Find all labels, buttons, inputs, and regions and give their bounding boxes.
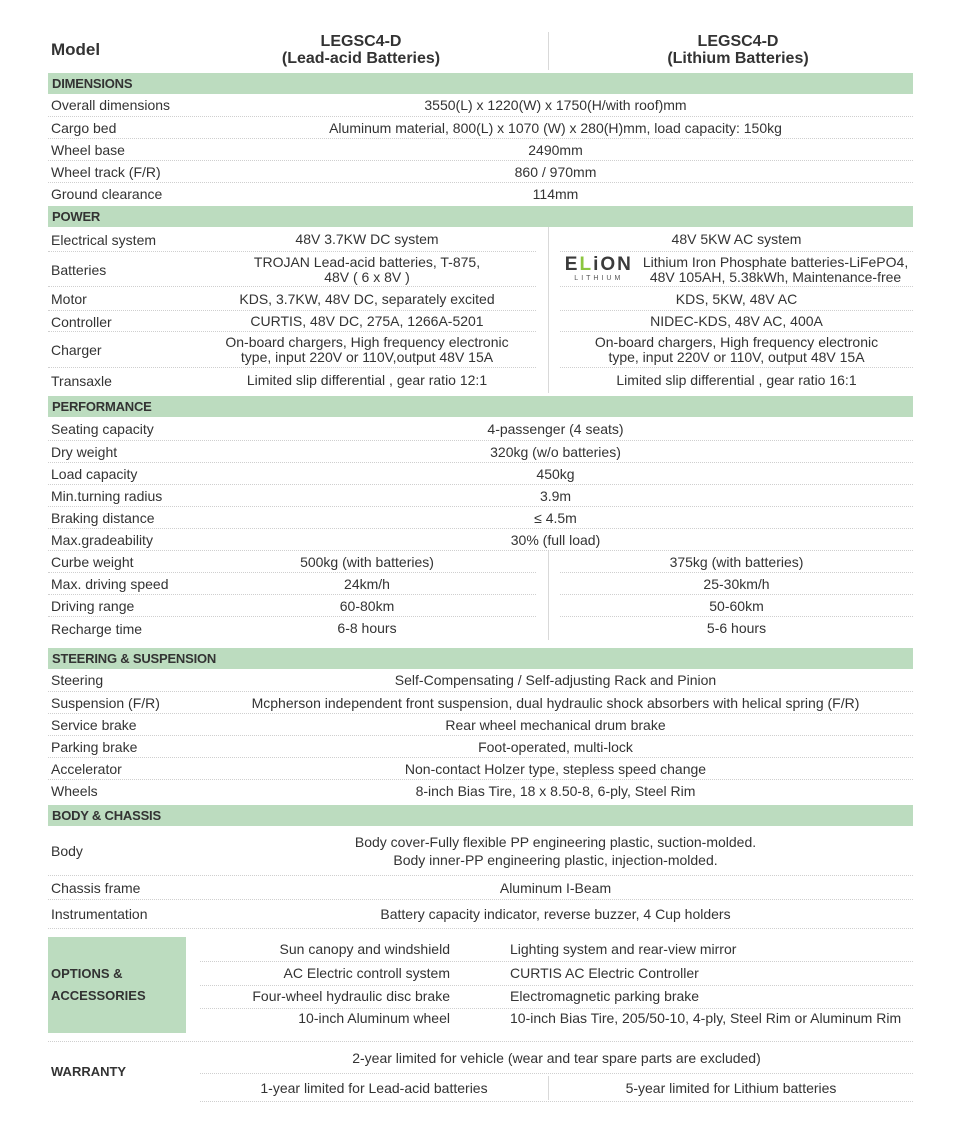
option-right: 10-inch Bias Tire, 205/50-10, 4-ply, Steel Rim or Aluminum Rim [510, 1010, 902, 1026]
options-accessories-label [48, 937, 186, 1033]
value-lithium [560, 332, 913, 368]
value-lead-acid: 24km/h [344, 575, 390, 592]
table-row [48, 161, 913, 183]
model-lithium-variant: (Lithium Batteries) [667, 50, 809, 67]
row-label: Body [51, 842, 83, 859]
row-value: 8-inch Bias Tire, 18 x 8.50-8, 6-ply, Steel Rim [415, 783, 696, 799]
row-label: Service brake [51, 716, 137, 733]
table-row [48, 551, 913, 573]
table-row [48, 94, 913, 117]
value-lead-acid [198, 252, 536, 287]
row-label: Electrical system [51, 231, 157, 248]
row-value: 30% (full load) [510, 531, 601, 548]
table-row [48, 758, 913, 780]
table-row [48, 595, 913, 617]
row-label: Parking brake [51, 738, 138, 755]
value-lead-acid: KDS, 3.7KW, 48V DC, separately excited [239, 290, 495, 307]
table-row [48, 736, 913, 758]
section-steering-suspension: STEERING & SUSPENSION [48, 648, 913, 669]
row-value: Aluminum material, 800(L) x 1070 (W) x 280(H)mm, load capacity: 150kg [329, 119, 782, 136]
row-label: Ground clearance [51, 186, 163, 202]
value-lead-acid [198, 332, 536, 368]
row-value: Self-Compensating / Self-adjusting Rack and Pinion [394, 672, 717, 688]
table-row [48, 617, 913, 640]
option-right: CURTIS AC Electric Controller [510, 965, 699, 981]
model-label: Model [51, 40, 101, 59]
table-row [48, 507, 913, 529]
option-row [200, 1007, 913, 1031]
option-right: Lighting system and rear-view mirror [510, 941, 737, 957]
row-value: 114mm [532, 186, 579, 202]
table-row [48, 529, 913, 551]
table-row [48, 441, 913, 463]
value-lithium [560, 252, 913, 287]
row-label: Motor [51, 291, 87, 307]
row-label: Transaxle [51, 372, 112, 389]
table-row [48, 252, 913, 287]
value-line: Body inner-PP engineering plastic, injection-molded. [393, 851, 718, 868]
value-line: type, input 220V or 110V, output 48V 15A [608, 349, 865, 365]
option-left: Four-wheel hydraulic disc brake [252, 988, 450, 1004]
option-left: 10-inch Aluminum wheel [298, 1010, 450, 1026]
value-line: 48V 105AH, 5.38kWh, Maintenance-free [649, 268, 902, 285]
row-label: Controller [51, 313, 112, 330]
value-line: On-board chargers, High frequency electronic [594, 334, 879, 350]
option-left: AC Electric controll system [283, 965, 450, 981]
value-lead-acid: 6-8 hours [337, 620, 397, 636]
row-value: Foot-operated, multi-lock [478, 738, 633, 755]
option-row [200, 985, 913, 1009]
value-lead-acid: Limited slip differential , gear ratio 12:1 [246, 372, 488, 388]
section-performance: PERFORMANCE [48, 396, 913, 417]
table-row [48, 573, 913, 595]
model-lithium [613, 33, 863, 67]
row-label: Batteries [51, 261, 107, 278]
elion-logo-subtitle: LITHIUM [574, 275, 624, 282]
value-lithium: KDS, 5KW, 48V AC [675, 290, 798, 307]
row-label: Recharge time [51, 620, 143, 637]
options-title-line: OPTIONS & [51, 966, 123, 981]
warranty-lithium: 5-year limited for Lithium batteries [625, 1079, 837, 1096]
value-lithium: 50-60km [709, 597, 764, 614]
row-value: 860 / 970mm [514, 163, 597, 180]
warranty-block [48, 1041, 913, 1101]
value-lead-acid: 60-80km [339, 597, 395, 614]
option-right: Electromagnetic parking brake [510, 988, 700, 1004]
table-row [48, 714, 913, 736]
warranty-lead-acid: 1-year limited for Lead-acid batteries [260, 1079, 488, 1096]
table-row [48, 900, 913, 929]
row-label: Overall dimensions [51, 97, 171, 113]
row-label: Curbe weight [51, 554, 134, 570]
table-row [48, 463, 913, 485]
table-row [48, 183, 913, 205]
elion-logo-wordmark: ELiON [564, 254, 633, 275]
value-lithium: 48V 5KW AC system [671, 231, 802, 247]
row-label: Load capacity [51, 465, 138, 482]
row-label: Cargo bed [51, 119, 117, 136]
row-label: Max.gradeability [51, 531, 153, 548]
row-value: 4-passenger (4 seats) [487, 420, 624, 437]
row-value: Non-contact Holzer type, stepless speed change [404, 760, 707, 777]
value-lithium: 375kg (with batteries) [669, 553, 804, 570]
row-label: Wheel track (F/R) [51, 163, 161, 180]
model-lead-acid [236, 33, 486, 67]
row-value: Battery capacity indicator, reverse buzzer, 4 Cup holders [380, 906, 731, 922]
table-row [48, 485, 913, 507]
value-lithium: NIDEC-KDS, 48V AC, 400A [650, 313, 823, 329]
table-row [48, 227, 913, 252]
row-label: Wheel base [51, 141, 125, 158]
value-lead-acid: 48V 3.7KW DC system [295, 231, 439, 247]
spec-sheet [48, 30, 913, 1101]
table-row [48, 692, 913, 714]
row-label: Instrumentation [51, 906, 148, 922]
table-row [48, 826, 913, 876]
table-header [48, 30, 913, 72]
section-body-chassis: BODY & CHASSIS [48, 805, 913, 826]
table-row [48, 332, 913, 368]
table-row [48, 287, 913, 311]
value-lithium: 5-6 hours [706, 620, 767, 636]
row-value: 320kg (w/o batteries) [490, 443, 621, 460]
options-accessories-block [48, 937, 913, 1033]
row-value: Rear wheel mechanical drum brake [445, 716, 666, 733]
table-row [48, 780, 913, 802]
row-label: Braking distance [51, 509, 155, 526]
row-label: Dry weight [51, 443, 118, 460]
option-left: Sun canopy and windshield [279, 941, 450, 957]
option-row [200, 962, 913, 986]
performance-split-table [48, 551, 913, 640]
row-value: Aluminum I-Beam [499, 879, 612, 896]
section-power: POWER [48, 206, 913, 227]
row-value: 450kg [536, 465, 575, 482]
model-lead-acid-name: LEGSC4-D [320, 33, 402, 50]
value-line: type, input 220V or 110V,output 48V 15A [240, 349, 494, 365]
value-lithium: 25-30km/h [703, 575, 770, 592]
table-row [48, 139, 913, 161]
row-label: Seating capacity [51, 420, 154, 437]
table-row [48, 669, 913, 692]
table-row [48, 311, 913, 332]
value-line: TROJAN Lead-acid batteries, T-875, [253, 253, 481, 270]
row-label: Suspension (F/R) [51, 694, 160, 711]
warranty-vehicle: 2-year limited for vehicle (wear and tear spare parts are excluded) [200, 1042, 913, 1074]
row-label: Min.turning radius [51, 487, 163, 504]
row-label: Steering [51, 672, 104, 688]
row-label: Charger [51, 342, 102, 358]
row-label: Wheels [51, 783, 98, 799]
warranty-label: WARRANTY [51, 1064, 127, 1079]
value-line: 48V ( 6 x 8V ) [324, 268, 410, 285]
table-row [48, 876, 913, 900]
value-lead-acid: CURTIS, 48V DC, 275A, 1266A-5201 [250, 313, 484, 329]
options-title-line: ACCESSORIES [51, 988, 146, 1003]
row-label: Chassis frame [51, 879, 141, 896]
section-dimensions: DIMENSIONS [48, 73, 913, 94]
power-table [48, 227, 913, 393]
value-lead-acid: 500kg (with batteries) [300, 553, 434, 570]
row-value [198, 826, 913, 875]
row-label: Max. driving speed [51, 576, 169, 592]
row-value: 2490mm [528, 141, 583, 158]
row-value: 3550(L) x 1220(W) x 1750(H/with roof)mm [424, 97, 687, 113]
value-line: Body cover-Fully flexible PP engineering plastic, suction-molded. [354, 833, 757, 850]
elion-lithium-logo [565, 256, 633, 283]
model-lithium-name: LEGSC4-D [697, 33, 779, 50]
divider [200, 1101, 913, 1102]
row-value: ≤ 4.5m [534, 509, 577, 526]
row-label: Accelerator [51, 760, 122, 777]
column-divider [548, 32, 549, 70]
option-row [200, 938, 913, 962]
value-line: On-board chargers, High frequency electronic [225, 334, 509, 350]
value-lithium: Limited slip differential , gear ratio 16:1 [616, 372, 857, 388]
table-row [48, 417, 913, 441]
row-value: 3.9m [539, 487, 572, 504]
value-line: Lithium Iron Phosphate batteries-LiFePO4, [642, 253, 909, 270]
table-row [48, 368, 913, 393]
model-lead-acid-variant: (Lead-acid Batteries) [281, 50, 441, 67]
row-value: Mcpherson independent front suspension, dual hydraulic shock absorbers with helical spring (F/R) [251, 694, 860, 711]
table-row [48, 117, 913, 139]
row-label: Driving range [51, 598, 135, 614]
